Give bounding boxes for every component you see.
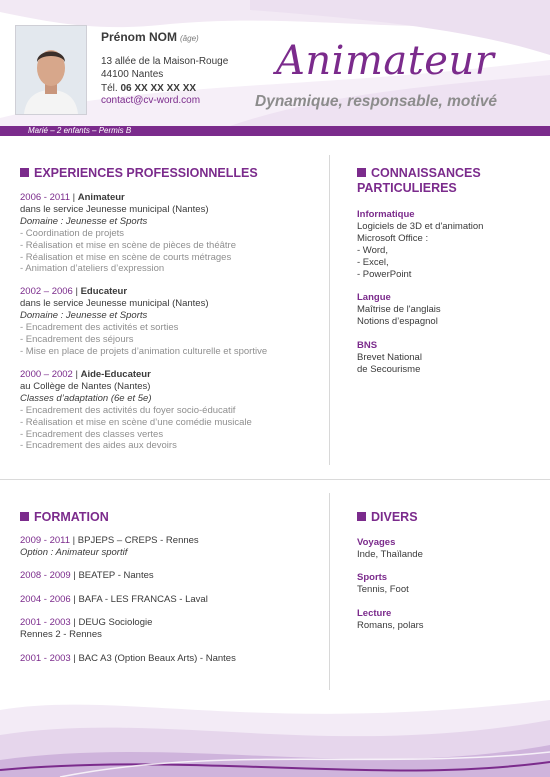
phone-number: 06 XX XX XX XX [120,83,197,94]
formation-item: 2004 - 2006 | BAFA - LES FRANCAS - Laval [20,594,208,605]
heading-bullet-icon [357,512,366,521]
column-divider-bottom [329,493,330,690]
skill-group: BNS Brevet National de Secourisme [357,340,422,375]
divers-heading: DIVERS [357,510,418,525]
address-city: 44100 Nantes [101,68,164,80]
divers-group: Sports Tennis, Foot [357,572,409,595]
job-title: Animateur [276,38,495,84]
column-divider-top [329,155,330,465]
skill-group: Langue Maîtrise de l'anglais Notions d’espagnol [357,292,441,327]
heading-bullet-icon [20,168,29,177]
experience-role: Aide-Educateur [80,369,151,380]
experience-item: 2000 – 2002 | Aide-Educateur au Collège de Nantes (Nantes) Classes d’adaptation (6e et 5e) - Encadrement des activités du foyer socio-éducatif - Réalisation et mise en scène d’une comédie musicale - Encadrement des classes vertes - Encadrement des aides aux devoirs [20,369,252,452]
candidate-name: Prénom NOM [101,30,178,44]
experiences-heading: EXPERIENCES PROFESSIONNELLES [20,166,258,181]
status-band-text: Marié – 2 enfants – Permis B [28,126,132,135]
address [101,56,228,81]
heading-bullet-icon [20,512,29,521]
section-divider [0,479,550,480]
formation-item: 2008 - 2009 | BEATEP - Nantes [20,570,154,581]
portrait-image [16,26,86,114]
job-subtitle: Dynamique, responsable, motivé [255,93,498,110]
phone-label: Tél. [101,83,121,94]
candidate-name-line [101,30,199,44]
experience-item: 2002 – 2006 | Educateur dans le service Jeunesse municipal (Nantes) Domaine : Jeunesse et Sports - Encadrement des activités et sorties - Encadrement des séjours - Mise en place de projets d’animation culturelle et sportive [20,286,268,357]
candidate-age: (âge) [180,34,199,43]
connaissances-heading: CONNAISSANCES PARTICULIERES [357,166,481,195]
divers-group: Voyages Inde, Thaïlande [357,537,423,560]
heading-bullet-icon [357,168,366,177]
footer-wave-decoration [0,690,550,777]
formation-item: 2001 - 2003 | BAC A3 (Option Beaux Arts) - Nantes [20,653,236,664]
address-street: 13 allée de la Maison-Rouge [101,56,229,67]
phone [101,83,196,94]
divers-group: Lecture Romans, polars [357,608,424,631]
experience-role: Animateur [77,192,125,203]
formation-item: 2009 - 2011 | BPJEPS – CREPS - Rennes Option : Animateur sportif [20,535,199,558]
formation-item: 2001 - 2003 | DEUG Sociologie Rennes 2 - Rennes [20,617,153,640]
email-link[interactable]: contact@cv-word.com [101,95,201,106]
formation-heading: FORMATION [20,510,109,525]
experience-role: Educateur [80,286,128,297]
experience-item: 2006 - 2011 | Animateur dans le service Jeunesse municipal (Nantes) Domaine : Jeunesse et Sports - Coordination de projets - Réalisation et mise en scène de pièces de théâtre - Réalisation et mise en scène de courts métrages - Animation d’ateliers d’expression [20,192,236,275]
profile-photo [15,25,87,115]
skill-group: Informatique Logiciels de 3D et d'animation Microsoft Office : - Word, - Excel, - PowerPoint [357,209,484,280]
